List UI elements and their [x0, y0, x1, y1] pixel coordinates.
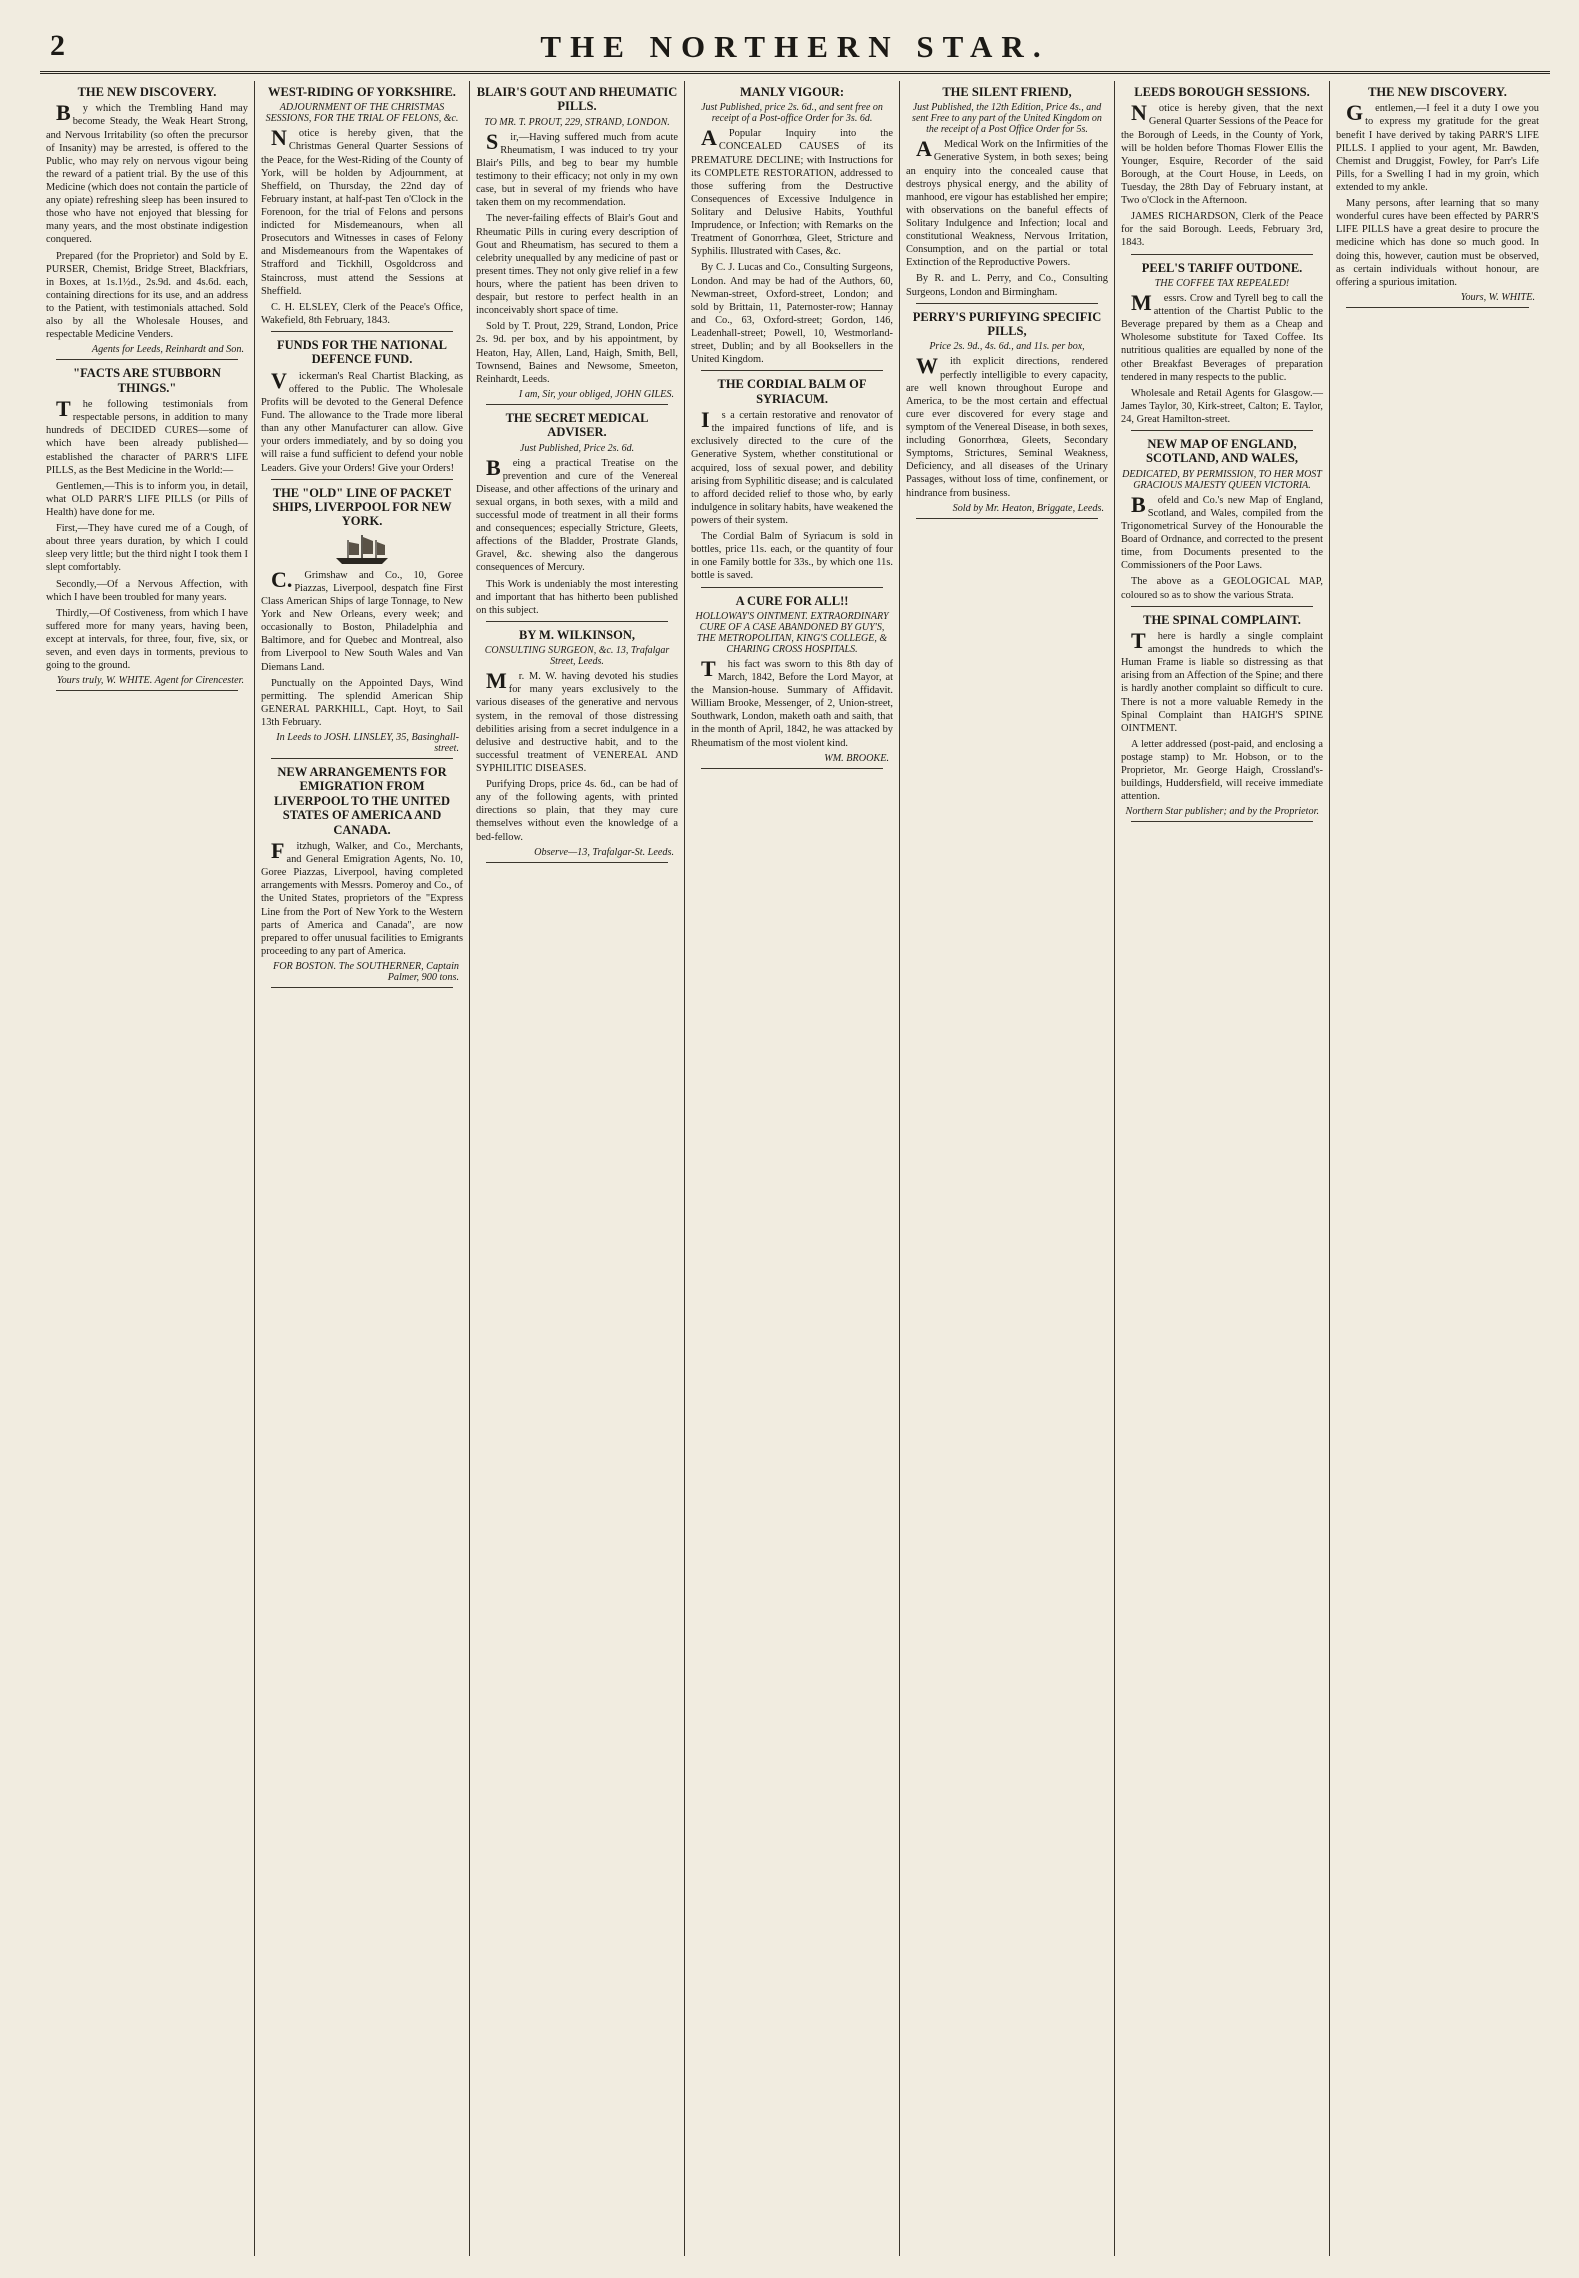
article-paragraph: The never-failing effects of Blair's Gout and Rheumatic Pills in curing every description of Gout and Rheumatism, has secured to them a celebrity unequalled by any medicine of past or present times. They not only give relief in a few hours, where the patient has been driven to despair, but restore to perfect health in an inconceivably short space of time.	[476, 213, 678, 317]
article-signature: Yours, W. WHITE.	[1460, 291, 1535, 303]
masthead	[40, 25, 1550, 74]
article-paragraph: AMedical Work on the Infirmities of the Generative System, in both sexes; being an enquiry into the concealed cause that destroys physical energy, and the ability of manhood, ere vigour has established her empire; with observations on the baneful effects of Solitary Indulgence and Infection; local and constitutional Weakness, Nervous Irritation, Consumption, and on the partial or total Extinction of the Reproductive Powers.	[906, 136, 1108, 269]
article-subtitle: TO MR. T. PROUT, 229, STRAND, LONDON.	[484, 116, 670, 128]
article-paragraph: Bofeld and Co.'s new Map of England, Scotland, and Wales, compiled from the Trigonometrical Survey of the Honourable the Board of Ordnance, and corrected to the present time, from Documents presented to the Commissioners of the Poor Laws.	[1121, 491, 1323, 572]
article-paragraph: Purifying Drops, price 4s. 6d., can be had of any of the following agents, with printed directions so plain, that they may cure themselves without even the knowledge of a bed-fellow.	[476, 779, 678, 843]
article-body	[261, 367, 463, 475]
article-title: BY M. WILKINSON,	[519, 627, 635, 642]
article-title: BLAIR'S GOUT AND RHEUMATIC PILLS.	[476, 85, 678, 114]
article-signature: Yours truly, W. WHITE. Agent for Cirencester.	[56, 675, 244, 687]
column-3	[470, 81, 685, 2256]
divider	[271, 331, 453, 332]
article-body	[906, 138, 1108, 298]
article-body	[1121, 102, 1323, 249]
article-paragraph: Mr. M. W. having devoted his studies for many years exclusively to the various diseases of the generative and nervous system, in the removal of those distressing debilities arising from a secret indulgence in a delusive and destructive habit, and to the successful treatment of VENEREAL AND SYPHILITIC DISEASES.	[476, 668, 678, 775]
article-paragraph: APopular Inquiry into the CONCEALED CAUSES of its PREMATURE DECLINE; with Instructions for its COMPLETE RESTORATION, addressed to those suffering from the Destructive Consequences of Excessive Indulgence in Solitary and Delusive Habits, Youthful Imprudence, or Infection; with Remarks on the Treatment of Gonorrhœa, Gleet, Stricture and Syphilis. Illustrated with Cases, &c.	[691, 125, 893, 258]
divider	[56, 690, 238, 691]
article-title: MANLY VIGOUR:	[739, 85, 845, 99]
article-body	[261, 127, 463, 327]
article-subtitle: THE COFFEE TAX REPEALED!	[1154, 277, 1290, 289]
article-paragraph: Thirdly,—Of Costiveness, from which I have suffered more for many years, having been, except at intervals, for three, four, five, six, or seven, and even days in torments, previous to going to the ground.	[46, 607, 248, 672]
article-body	[261, 837, 463, 958]
divider	[271, 987, 453, 988]
article-signature: FOR BOSTON. The SOUTHERNER, Captain Palmer, 900 tons.	[272, 960, 459, 983]
page-number: 2	[50, 29, 65, 62]
article-title: WEST-RIDING OF YORKSHIRE.	[268, 85, 456, 99]
divider	[701, 587, 883, 588]
article-paragraph: There is hardly a single complaint amongst the hundreds to which the Human Frame is liable so distressing as that arising from an Affection of the Spine; and there is hardly another complaint so difficult to cure. There is not a more valuable Remedy in the Spinal Complaint than HAIGH'S SPINE OINTMENT.	[1121, 628, 1323, 734]
article-paragraph: Gentlemen,—I feel it a duty I owe you to express my gratitude for the great benefit I have derived by taking PARR'S LIFE PILLS. I applied to your agent, Mr. Bawden, Chemist and Druggist, Fowley, for Parr's Life Pills, for a Swelling I had in my groin, which extended to my ankle.	[1336, 100, 1539, 194]
divider	[56, 359, 238, 360]
article	[691, 377, 893, 587]
article-paragraph: A letter addressed (post-paid, and enclosing a postage stamp) to Mr. Hobson, or to the Proprietor, Mr. George Haigh, Crossland's-buildings, Huddersfield, will receive immediate attention.	[1121, 738, 1323, 803]
article-body	[906, 355, 1108, 499]
divider	[701, 768, 883, 769]
divider	[1131, 606, 1313, 607]
divider	[271, 479, 453, 480]
article	[1336, 85, 1539, 308]
column-4	[685, 81, 900, 2256]
article	[1121, 437, 1323, 607]
article	[1121, 613, 1323, 823]
article-body	[476, 670, 678, 843]
article-paragraph: By R. and L. Perry, and Co., Consulting Surgeons, London and Birmingham.	[906, 273, 1108, 298]
article-title: THE NEW DISCOVERY.	[77, 85, 217, 99]
divider	[1131, 254, 1313, 255]
article-paragraph: Secondly,—Of a Nervous Affection, with which I have been troubled for many years.	[46, 578, 248, 603]
divider	[916, 518, 1098, 519]
column-1	[40, 81, 255, 2256]
article-paragraph: First,—They have cured me of a Cough, of about three years duration, by which I could sleep very little; but the third night I took them I slept comfortably.	[46, 523, 248, 574]
article-body	[1121, 491, 1323, 602]
article	[261, 486, 463, 759]
divider	[486, 862, 668, 863]
article-title: THE SECRET MEDICAL ADVISER.	[505, 410, 649, 440]
column-7	[1330, 81, 1545, 2256]
article-paragraph: C. H. ELSLEY, Clerk of the Peace's Office, Wakefield, 8th February, 1843.	[261, 301, 463, 326]
article-paragraph: Punctually on the Appointed Days, Wind permitting. The splendid American Ship GENERAL PARKHILL, Capt. Hoyt, to Sail 13th February.	[261, 677, 463, 728]
article-paragraph: Notice is hereby given, that the next General Quarter Sessions of the Peace for the Borough of Leeds, in the County of York, will be holden before Thomas Flower Ellis the Younger, Esquire, Recorder of the said Borough, at the Court House, in Leeds, on Tuesday, the 28th Day of February instant, at Two o'Clock in the Afternoon.	[1121, 100, 1323, 207]
article-paragraph: Is a certain restorative and renovator of the impaired functions of life, and is exclusively directed to the cure of the Generative System, whether constitutional or acquired, loss of sexual power, and debility arising from Syphilitic disease; and is calculated to afford decided relief to those who, by early indulgence in solitary habits, have weakened the powers of their system.	[691, 407, 893, 526]
article-paragraph: This Work is undeniably the most interesting and important that has hitherto been published on this subject.	[476, 578, 678, 616]
article-body	[46, 398, 248, 672]
article-paragraph: Vickerman's Real Chartist Blacking, as offered to the Public. The Wholesale Profits will be devoted to the General Defence Fund. The allowance to the Trade more liberal than any other Manufacturer can allow. Give your orders immediately, and by so doing you will raise a fund sufficient to defend your noble Leaders. Give your Orders! Give your Orders!	[261, 367, 463, 474]
article	[46, 366, 248, 691]
article	[261, 85, 463, 332]
article	[1121, 261, 1323, 431]
article-signature: Northern Star publisher; and by the Proprietor.	[1125, 806, 1319, 818]
article-paragraph: The Cordial Balm of Syriacum is sold in bottles, price 11s. each, or the quantity of four in one Family bottle for 33s., by which one 11s. bottle is saved.	[691, 531, 893, 582]
article-paragraph: The above as a GEOLOGICAL MAP, coloured so as to show the various Strata.	[1121, 576, 1323, 601]
article	[476, 85, 678, 405]
article-paragraph: Sir,—Having suffered much from acute Rheumatism, I was induced to try your Blair's Pills, and beg to bear my humble testimony to their efficacy; not only in my own case, but in several of my friends who have taken them on my recommendation.	[476, 128, 678, 209]
article-title: LEEDS BOROUGH SESSIONS.	[1134, 85, 1310, 99]
article-paragraph: Wholesale and Retail Agents for Glasgow.—James Taylor, 30, Kirk-street, Calton; E. Taylor, 24, Great Hamilton-street.	[1121, 387, 1323, 425]
article-subtitle: HOLLOWAY'S OINTMENT. EXTRAORDINARY CURE OF A CASE ABANDONED BY GUY'S, THE METROPOLITAN, KING'S COLLEGE, & CHARING CROSS HOSPITALS.	[695, 610, 889, 655]
article-subtitle: Just Published, price 2s. 6d., and sent free on receipt of a Post-office Order for 3s. 6d.	[701, 102, 883, 125]
article-paragraph: With explicit directions, rendered perfectly intelligible to every capacity, are well known throughout Europe and America, to be the most certain and effectual cure ever discovered for every stage and symptom of the Venereal Disease, in both sexes, including Gonorrhœa, Gleets, Secondary Symptoms, Strictures, Seminal Weakness, Deficiency, and all diseases of the Urinary Passages, without loss of time, confinement, or hindrance from business.	[906, 353, 1108, 499]
divider	[916, 303, 1098, 304]
column-6	[1115, 81, 1330, 2256]
article-subtitle: Just Published, the 12th Edition, Price 4s., and sent Free to any part of the United Kingdom on the receipt of a Post Office Order for 5s.	[912, 102, 1102, 136]
article-title: "FACTS ARE STUBBORN THINGS."	[73, 366, 221, 395]
article-paragraph: C.Grimshaw and Co., 10, Goree Piazzas, Liverpool, despatch fine First Class American Ships of large Tonnage, to New York and New Orleans, every week; and occasionally to Boston, Philadelphia and Baltimore, and for Quebec and Montreal, also from Liverpool to New South Wales and Van Diemans Land.	[261, 566, 463, 673]
article-body	[691, 409, 893, 582]
article	[906, 85, 1108, 304]
divider	[1346, 307, 1529, 308]
article-body	[691, 127, 893, 366]
article	[476, 628, 678, 863]
article-paragraph: Prepared (for the Proprietor) and Sold by E. PURSER, Chemist, Bridge Street, Blackfriars, in Boxes, at 1s.1½d., 2s.9d. and 4s.6d. each, containing directions for its use, and an address to the Patient, with testimonials attached. Sold also by all the Wholesale Houses, and respectable Medicine Venders.	[46, 250, 248, 341]
article-title: THE "OLD" LINE OF PACKET SHIPS, LIVERPOOL FOR NEW YORK.	[272, 485, 452, 529]
article-signature: Agents for Leeds, Reinhardt and Son.	[91, 344, 244, 356]
article-signature: In Leeds to JOSH. LINSLEY, 35, Basinghall-street.	[276, 732, 459, 755]
article-paragraph: By C. J. Lucas and Co., Consulting Surgeons, London. And may be had of the Authors, 60, Newman-street, Oxford-street, London; and sold by Brittain, 11, Paternoster-row; Hannay and Co., 63, Oxford-street; Gordon, 146, Leadenhall-street; Powell, 10, Westmorland-street, Dublin; and by all Booksellers in the United Kingdom.	[691, 262, 893, 366]
article-paragraph: Fitzhugh, Walker, and Co., Merchants, and General Emigration Agents, No. 10, Goree Piazzas, Liverpool, having completed arrangements with Messrs. Pomeroy and Co., of the United States, proprietors of the "Express Line from the Port of New York to the Western parts of America and Canada", are now prepared to offer unusual facilities to Emigrants proceeding to any part of America.	[261, 837, 463, 957]
article	[261, 765, 463, 988]
article-paragraph: Gentlemen,—This is to inform you, in detail, what OLD PARR'S LIFE PILLS (or Pills of Health) have done for me.	[46, 480, 248, 518]
divider	[701, 370, 883, 371]
article-paragraph: JAMES RICHARDSON, Clerk of the Peace for the said Borough. Leeds, February 3rd, 1843.	[1121, 211, 1323, 249]
article-title: NEW ARRANGEMENTS FOR EMIGRATION FROM LIVERPOOL TO THE UNITED STATES OF AMERICA AND CANADA.	[273, 765, 451, 837]
article-title: THE SPINAL COMPLAINT.	[1143, 612, 1301, 627]
article-paragraph: This fact was sworn to this 8th day of March, 1842, Before the Lord Mayor, at the Mansion-house. Summary of Affidavit. William Brooke, Messenger, of 2, Union-street, Southwark, London, maketh oath and saith, that in the month of April, 1842, he was attacked by Rheumatism of the most violent kind.	[691, 655, 893, 749]
newspaper-page	[40, 25, 1550, 2260]
article-paragraph: Messrs. Crow and Tyrell beg to call the attention of the Chartist Public to the Beverage prepared by them as a Cheap and Wholesome substitute for Taxed Coffee. Its nutritious qualities are equalled by none of the other Breakfast Beverages of preparation tendered in many respects to the public.	[1121, 289, 1323, 383]
newspaper-title: THE NORTHERN STAR.	[540, 29, 1050, 64]
article-title: PERRY'S PURIFYING SPECIFIC PILLS,	[912, 309, 1102, 339]
article-signature: WM. BROOKE.	[824, 752, 889, 764]
article	[261, 338, 463, 480]
article-signature: Observe—13, Trafalgar-St. Leeds.	[534, 846, 674, 858]
article-paragraph: By which the Trembling Hand may become Steady, the Weak Heart Strong, and Nervous Irritability (so often the precursor of Insanity) may be arrested, is offered to the Public, who may rely on nervous vigour being the reward of a patient trial. By the use of this Medicine (which does not contain the particle of any opiate) refreshing sleep has been insured to those who have not enjoyed that blessing for many years, and the most obstinate indigestion conquered.	[46, 100, 248, 246]
article-title: NEW MAP OF ENGLAND, SCOTLAND, AND WALES,	[1146, 437, 1298, 466]
article-body	[1336, 102, 1539, 289]
article-title: THE SILENT FRIEND,	[942, 85, 1072, 99]
article-signature: I am, Sir, your obliged, JOHN GILES.	[518, 388, 674, 400]
article-paragraph: Many persons, after learning that so many wonderful cures have been effected by PARR'S LIFE PILLS have a great desire to procure the medicine which has done so much good. In doing this, however, caution must be observed, as certain individuals without honour, are offering a spurious imitation.	[1336, 198, 1539, 288]
divider	[1131, 821, 1313, 822]
article-title: FUNDS FOR THE NATIONAL DEFENCE FUND.	[276, 338, 448, 367]
article	[691, 594, 893, 769]
article-paragraph: Sold by T. Prout, 229, Strand, London, Price 2s. 9d. per box, and by his appointment, by Heaton, Hay, Allen, Land, Haigh, Smith, Bell, Townsend, Baines and Newsome, Smeeton, Reinhardt, Leeds.	[476, 321, 678, 385]
article-body	[691, 655, 893, 750]
article-body	[476, 454, 678, 617]
article-title: PEEL'S TARIFF OUTDONE.	[1141, 260, 1303, 275]
article-signature: Sold by Mr. Heaton, Briggate, Leeds.	[952, 502, 1104, 514]
divider	[271, 758, 453, 759]
divider	[1131, 430, 1313, 431]
article-title: THE CORDIAL BALM OF SYRIACUM.	[717, 377, 867, 406]
article-subtitle: Price 2s. 9d., 4s. 6d., and 11s. per box,	[929, 341, 1085, 353]
article	[691, 85, 893, 371]
article-subtitle: Just Published, Price 2s. 6d.	[519, 442, 635, 454]
article-body	[1121, 289, 1323, 426]
article-paragraph: Notice is hereby given, that the Christmas General Quarter Sessions of the Peace, for the West-Riding of the County of York, will be holden by Adjournment, at Sheffield, on Thursday, the 22nd day of February instant, at half-past Ten o'Clock in the Forenoon, for the trial of Felons and persons indicted for Misdemeanours, when all Prosecutors and Witnesses in cases of Felony and Misdemeanours from the Wapentakes of Strafford and Tickhill, Osgoldcross and Staincross, must attend the Sessions at Sheffield.	[261, 125, 463, 297]
article-body	[46, 102, 248, 341]
article	[906, 310, 1108, 519]
article-paragraph: The following testimonials from respectable persons, in addition to many hundreds of DECIDED CURES—some of which have been already published—established the character of PARR'S LIFE PILLS, as the Best Medicine in the World:—	[46, 396, 248, 476]
columns-container	[40, 81, 1550, 2256]
column-5	[900, 81, 1115, 2256]
article-subtitle: DEDICATED, BY PERMISSION, TO HER MOST GRACIOUS MAJESTY QUEEN VICTORIA.	[1122, 468, 1322, 491]
article-body	[261, 566, 463, 729]
divider	[486, 621, 668, 622]
divider	[486, 404, 668, 405]
article	[476, 411, 678, 622]
article-body	[476, 128, 678, 386]
article	[1121, 85, 1323, 255]
article	[46, 85, 248, 360]
sailing-ship-icon	[332, 532, 392, 566]
article-title: THE NEW DISCOVERY.	[1368, 85, 1507, 99]
article-paragraph: Being a practical Treatise on the prevention and cure of the Venereal Disease, and other affections of the urinary and sexual organs, in both sexes, with a mild and successful mode of treatment in all their forms and consequences; especially Stricture, Gleets, affections of the Bladder, Prostrate Glands, Gravel, &c. shewing also the dangerous consequences of Mercury.	[476, 454, 678, 574]
article-subtitle: ADJOURNMENT OF THE CHRISTMAS SESSIONS, FOR THE TRIAL OF FELONS, &c.	[265, 102, 459, 125]
article-subtitle: CONSULTING SURGEON, &c. 13, Trafalgar Street, Leeds.	[484, 645, 670, 668]
column-2	[255, 81, 470, 2256]
article-title: A CURE FOR ALL!!	[735, 593, 849, 608]
article-body	[1121, 630, 1323, 803]
